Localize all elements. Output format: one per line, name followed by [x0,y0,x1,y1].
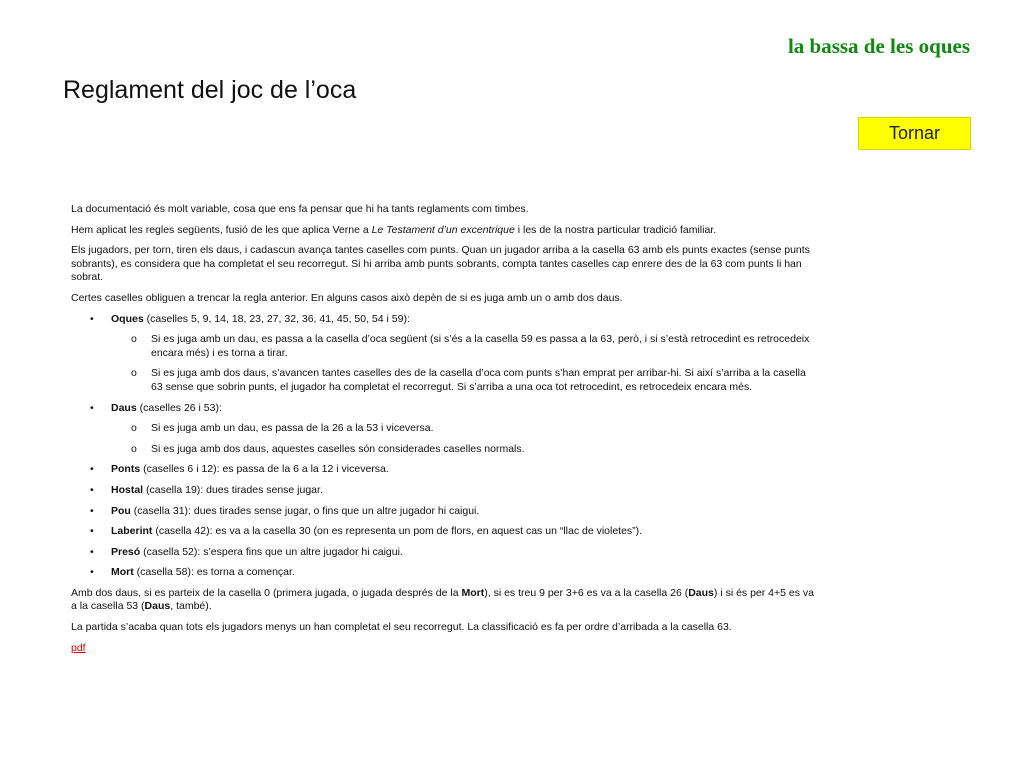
sub-rule-item [111,443,817,457]
rule-text: (casella 58): es torna a començar. [133,566,295,579]
bullet: • [90,525,94,538]
site-title: la bassa de les oques [787,34,970,58]
sub-rule-item [111,333,817,360]
rule-name: Hostal [111,483,144,496]
two-dice-text: ) i si és per 4+5 es va a la casella 53 ( [71,586,814,613]
rule-text: (caselles 6 i 12): es passa de la 6 a la 12 i viceversa. [140,463,389,476]
two-dice-bold: Daus [144,600,171,613]
special-intro-paragraph: Certes caselles obliguen a trencar la regla anterior. En alguns casos això depèn de si es juga amb un o amb dos daus. [71,291,623,304]
two-dice-start-paragraph [71,587,817,614]
rule-name: Pou [111,504,131,517]
rule-item-mort [71,566,817,580]
oques-sub-list [111,333,817,394]
rule-text: (casella 31): dues tirades sense jugar, o fins que un altre jugador hi caigui. [130,504,480,517]
bullet: • [90,401,94,414]
sub-bullet: o [131,422,137,435]
pdf-link[interactable]: pdf [71,641,86,654]
two-dice-text: ), si es treu 9 per 3+6 es va a la casella 26 ( [484,586,689,599]
two-dice-bold: Mort [461,586,485,599]
sub-bullet: o [131,442,137,455]
rule-name: Oques [111,312,144,325]
rule-text: (caselles 5, 9, 14, 18, 23, 27, 32, 36, 41, 45, 50, 54 i 59): [143,312,410,325]
daus-sub-list [111,422,817,456]
rule-item-preso [71,546,817,560]
rule-item-hostal [71,484,817,498]
bullet: • [90,545,94,558]
sub-rule-text: Si es juga amb dos daus, aquestes caselles són considerades caselles normals. [151,442,525,455]
sub-rule-item [111,422,817,436]
ending-paragraph: La partida s’acaba quan tots els jugadors menys un han completat el seu recorregut. La classificació es fa per ordre d’arribada a la casella 63. [71,621,732,634]
rule-name: Laberint [111,525,153,538]
rule-text: (casella 52): s’espera fins que un altre jugador hi caigui. [140,545,403,558]
bullet: • [90,483,94,496]
rule-text: (casella 42): es va a la casella 30 (on es representa un pom de flors, en aquest cas un “llac de violetes”). [152,525,643,538]
intro-paragraph: La documentació és molt variable, cosa que ens fa pensar que hi ha tants reglaments com timbes. [71,203,529,215]
two-dice-text: , també). [170,600,212,613]
page-title: Reglament del joc de l’oca [63,76,357,104]
bullet: • [90,312,94,325]
rule-text: (caselles 26 i 53): [136,401,222,414]
pdf-paragraph [71,642,817,656]
sub-rule-text: Si es juga amb un dau, es passa de la 26 a la 53 i viceversa. [151,422,434,435]
rules-source-text-end: i les de la nostra particular tradició familiar. [514,223,717,236]
rule-item-laberint [71,525,817,539]
rule-item-daus [71,402,817,457]
rules-source-text: Hem aplicat les regles següents, fusió de les que aplica Verne a [71,223,372,236]
rule-name: Mort [111,566,134,579]
rule-item-ponts [71,463,817,477]
bullet: • [90,566,94,579]
sub-rule-text: Si es juga amb un dau, es passa a la casella d’oca següent (si s’és a la casella 59 es passa a la 63, però, i si s’està retrocedint es retrocedeix encara més) i es torna a tirar. [151,333,810,359]
rule-item-oques [71,313,817,395]
book-title: Le Testament d’un excentrique [371,223,515,236]
bullet: • [90,463,94,476]
rule-text: (casella 19): dues tirades sense jugar. [143,483,323,496]
sub-rule-item [111,367,817,394]
rule-item-pou [71,505,817,519]
rules-content [71,203,817,662]
rule-name: Ponts [111,463,141,476]
special-rules-list [71,313,817,580]
two-dice-bold: Daus [688,586,714,599]
back-button[interactable]: Tornar [858,117,971,150]
sub-bullet: o [131,333,137,346]
sub-rule-text: Si es juga amb dos daus, s’avancen tantes caselles des de la casella d’oca com punts s’han emprat per arribar-hi. Si així s’arriba a la casella 63 sense que sobrin punts, el jugador ha completat el recorregut. Si s’arriba a una oca tot retrocedint, es retrocedeix encara més. [151,367,806,393]
bullet: • [90,504,94,517]
two-dice-text: Amb dos daus, si es parteix de la casella 0 (primera jugada, o jugada després de la [71,586,462,599]
rule-name: Presó [111,545,141,558]
general-rule-paragraph: Els jugadors, per torn, tiren els daus, i cadascun avança tantes caselles com punts. Quan un jugador arriba a la casella 63 amb els punts exactes (sense punts sobrants), es considera que ha completat el seu recorregut. Si hi arriba amb punts sobrants, compta tantes caselles cap enrere des de la 63 com punts li han sobrat. [71,244,810,284]
sub-bullet: o [131,367,137,380]
rule-name: Daus [111,401,137,414]
rules-source-paragraph [71,224,817,238]
